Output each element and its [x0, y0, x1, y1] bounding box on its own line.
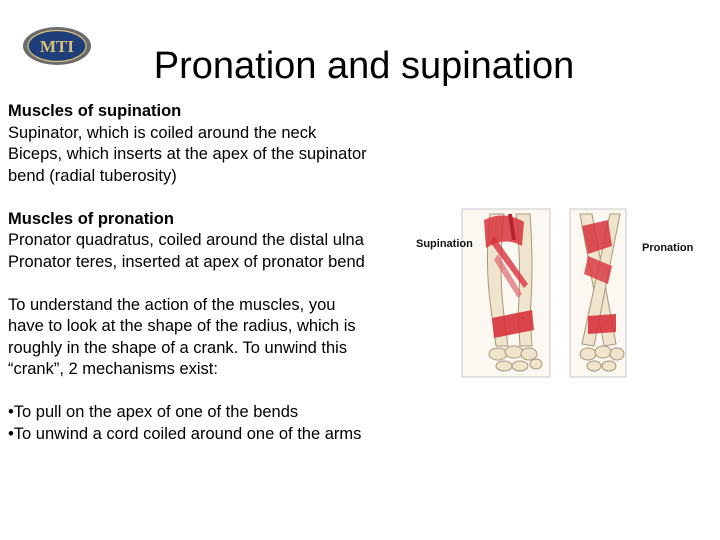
explanation-line: To understand the action of the muscles, you	[8, 295, 336, 314]
supination-label: Supination	[416, 238, 473, 250]
forearm-illustration	[412, 206, 702, 384]
explanation-line: “crank”, 2 mechanisms exist:	[8, 360, 218, 378]
supination-line: bend (radial tuberosity)	[8, 166, 177, 185]
pronation-label: Pronation	[642, 242, 694, 254]
pronation-line: Pronator teres, inserted at apex of pronator bend	[8, 252, 365, 271]
pronation-forearm	[570, 209, 626, 377]
supination-line: Biceps, which inserts at the apex of the supinator	[8, 145, 367, 163]
logo-text: MTI	[40, 37, 74, 56]
pronation-line: Pronator quadratus, coiled around the distal ulna	[8, 231, 364, 249]
explanation-line: have to look at the shape of the radius, which is	[8, 317, 356, 335]
slide-body	[8, 101, 428, 445]
supination-forearm	[462, 209, 550, 377]
slide-title: Pronation and supination	[153, 45, 575, 87]
explanation-line: roughly in the shape of a crank. To unwind this	[8, 338, 348, 357]
bullet-item: •To pull on the apex of one of the bends	[8, 403, 299, 421]
supination-heading: Muscles of supination	[8, 102, 182, 120]
bullet-item: •To unwind a cord coiled around one of the arms	[8, 424, 362, 443]
supination-line: Supinator, which is coiled around the neck	[8, 123, 317, 142]
pronation-heading: Muscles of pronation	[8, 209, 174, 228]
